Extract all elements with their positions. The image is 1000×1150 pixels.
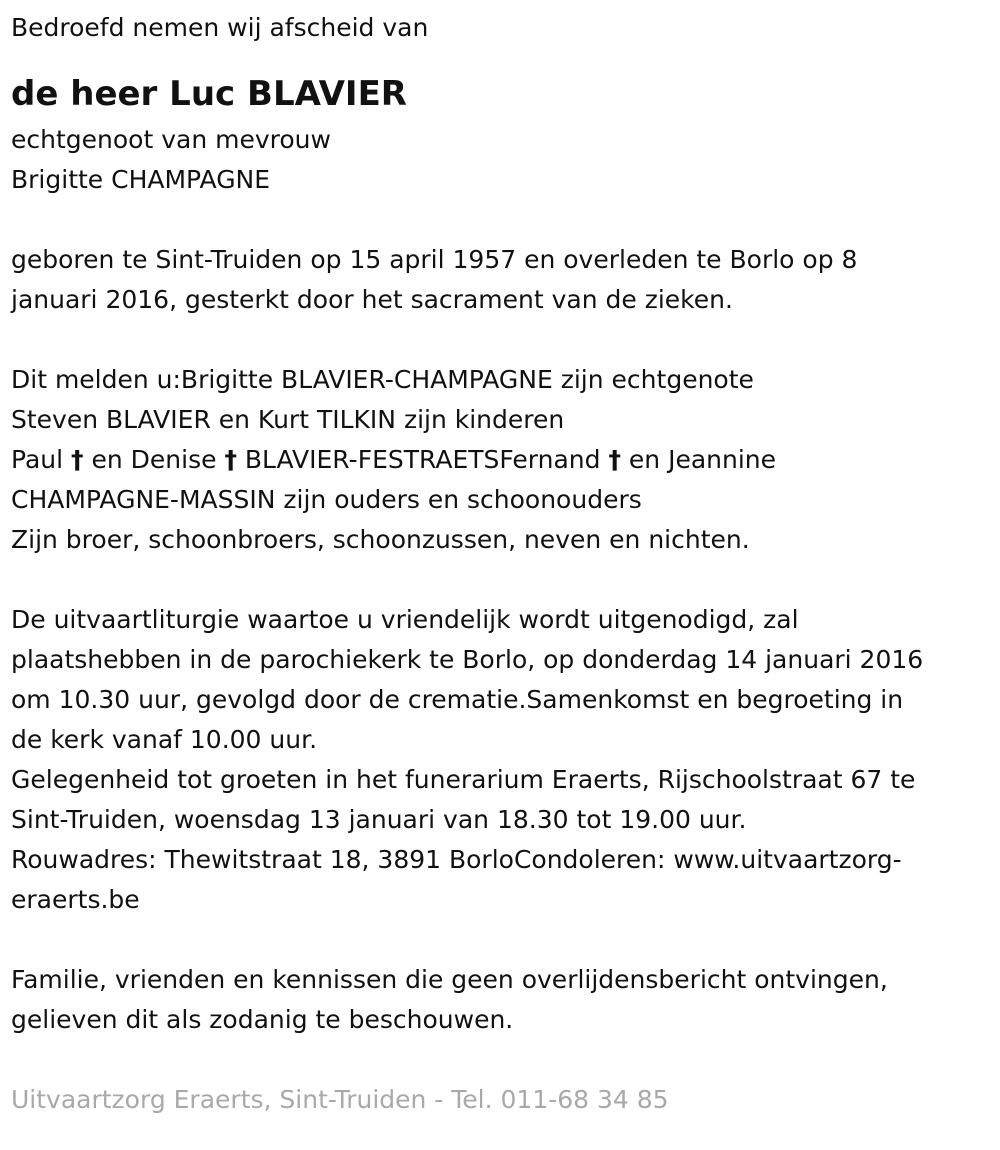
announcers-line-2: Steven BLAVIER en Kurt TILKIN zijn kinderen (11, 405, 565, 434)
closing-line-2: gelieven dit als zodanig te beschouwen. (11, 1005, 514, 1034)
ceremony-line: Rouwadres: Thewitstraat 18, 3891 BorloCondoleren: www.uitvaartzorg- (11, 845, 902, 874)
spacer (11, 200, 1000, 240)
announcers-line-1: Dit melden u:Brigitte BLAVIER-CHAMPAGNE zijn echtgenote (11, 365, 754, 394)
spacer (11, 560, 1000, 600)
ceremony-line: Sint-Truiden, woensdag 13 januari van 18.30 tot 19.00 uur. (11, 805, 747, 834)
spacer (11, 1040, 1000, 1080)
ceremony-line: de kerk vanaf 10.00 uur. (11, 725, 318, 754)
announcers-parents-line (11, 440, 1000, 480)
closing-line-1: Familie, vrienden en kennissen die geen overlijdensbericht ontvingen, (11, 965, 888, 994)
parent-jeannine: en Jeannine (620, 445, 777, 474)
birth-death-line-1: geboren te Sint-Truiden op 15 april 1957 en overleden te Borlo op 8 (11, 245, 858, 274)
spacer (11, 920, 1000, 960)
spouse-line-2: Brigitte CHAMPAGNE (11, 165, 271, 194)
cross-icon: † (71, 445, 84, 474)
parent-fernand: BLAVIER-FESTRAETSFernand (236, 445, 609, 474)
intro-text: Bedroefd nemen wij afscheid van (11, 13, 429, 42)
funeral-home-footer: Uitvaartzorg Eraerts, Sint-Truiden - Tel. 011-68 34 85 (11, 1085, 669, 1114)
ceremony-line: Gelegenheid tot groeten in het funerarium Eraerts, Rijschoolstraat 67 te (11, 765, 916, 794)
announcers-line-4: CHAMPAGNE-MASSIN zijn ouders en schoonouders (11, 485, 642, 514)
ceremony-line: om 10.30 uur, gevolgd door de crematie.Samenkomst en begroeting in (11, 685, 904, 714)
ceremony-line: plaatshebben in de parochiekerk te Borlo, op donderdag 14 januari 2016 (11, 645, 924, 674)
parent-paul: Paul (11, 445, 64, 474)
parent-denise: en Denise (83, 445, 225, 474)
birth-death-line-2: januari 2016, gesterkt door het sacrament van de zieken. (11, 285, 733, 314)
spouse-line-1: echtgenoot van mevrouw (11, 125, 331, 154)
deceased-name: de heer Luc BLAVIER (11, 74, 407, 114)
spacer (11, 320, 1000, 360)
ceremony-line: De uitvaartliturgie waartoe u vriendelijk wordt uitgenodigd, zal (11, 605, 799, 634)
announcers-line-5: Zijn broer, schoonbroers, schoonzussen, neven en nichten. (11, 525, 750, 554)
ceremony-line: eraerts.be (11, 885, 140, 914)
cross-icon: † (608, 445, 621, 474)
cross-icon: † (224, 445, 237, 474)
